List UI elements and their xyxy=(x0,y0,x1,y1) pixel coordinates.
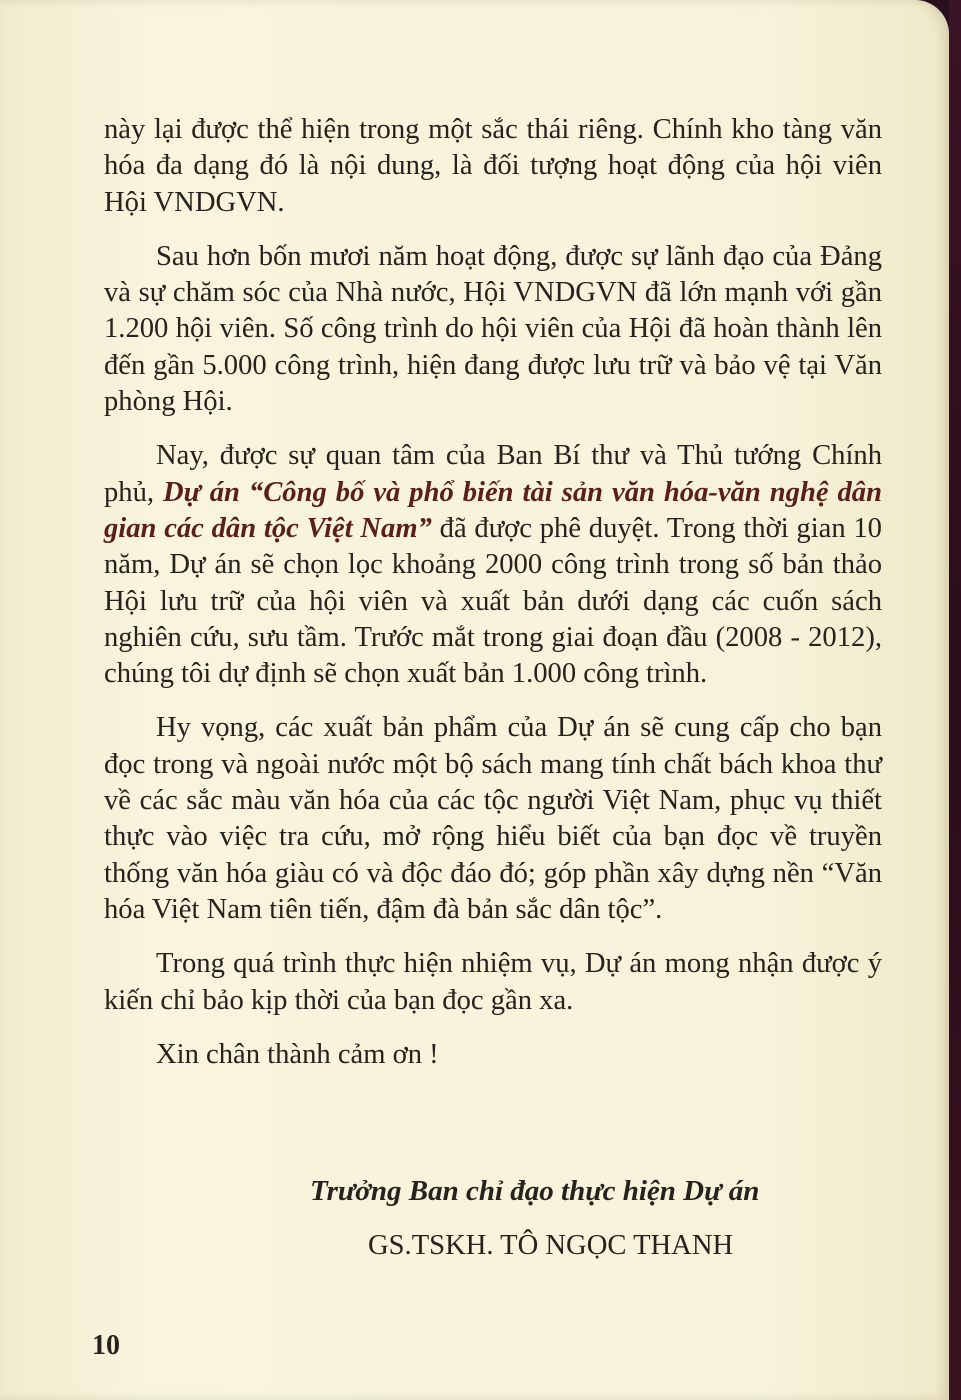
body-text xyxy=(104,112,882,1073)
thanks-line: Xin chân thành cảm ơn ! xyxy=(156,1038,439,1070)
paragraph-2: Sau hơn bốn mươi năm hoạt động, được sự lãnh đạo của Đảng và sự chăm sóc của Nhà nước, Hội VNDGVN đã lớn mạnh với gần 1.200 hội viên. Số công trình do hội viên của Hội đã hoàn thành lên đến gần 5.000 công trình, hiện đang được lưu trữ và bảo vệ tại Văn phòng Hội. xyxy=(104,240,882,418)
page-number: 10 xyxy=(92,1330,120,1361)
project-name: Dự án “Công bố và phổ biến tài sản văn hóa-văn nghệ dân gian các dân tộc Việt Nam” xyxy=(104,476,883,544)
paragraph-1: này lại được thể hiện trong một sắc thái riêng. Chính kho tàng văn hóa đa dạng đó là nội dung, là đối tượng hoạt động của hội viên Hội VNDGVN. xyxy=(104,114,882,218)
book-cover-edge xyxy=(949,0,961,1400)
signature-name: GS.TSKH. TÔ NGỌC THANH xyxy=(368,1230,734,1261)
paragraph-3 xyxy=(104,438,882,692)
paragraph-3-end: đã được phê duyệt. Trong thời gian 10 năm, Dự án sẽ chọn lọc khoảng 2000 công trình trong số bản thảo Hội lưu trữ của hội viên và xuất bản dưới dạng các cuốn sách nghiên cứu, sưu tầm. Trước mắt trong giai đoạn đầu (2008 - 2012), chúng tôi dự định sẽ chọn xuất bản 1.000 công trình. xyxy=(104,512,882,690)
paragraph-4: Hy vọng, các xuất bản phẩm của Dự án sẽ cung cấp cho bạn đọc trong và ngoài nước một bộ sách mang tính chất bách khoa thư về các sắc màu văn hóa của các tộc người Việt Nam, phục vụ thiết thực vào việc tra cứu, mở rộng hiểu biết của bạn đọc về truyền thống văn hóa giàu có và độc đáo đó; góp phần xây dựng nền “Văn hóa Việt Nam tiên tiến, đậm đà bản sắc dân tộc”. xyxy=(104,712,882,925)
signature-title: Trưởng Ban chỉ đạo thực hiện Dự án xyxy=(310,1175,760,1207)
paragraph-5: Trong quá trình thực hiện nhiệm vụ, Dự án mong nhận được ý kiến chỉ bảo kịp thời của bạn đọc gần xa. xyxy=(104,948,882,1016)
paragraph-3-start: Nay, được sự quan tâm của Ban Bí thư và Thủ tướng Chính phủ, xyxy=(104,440,882,508)
